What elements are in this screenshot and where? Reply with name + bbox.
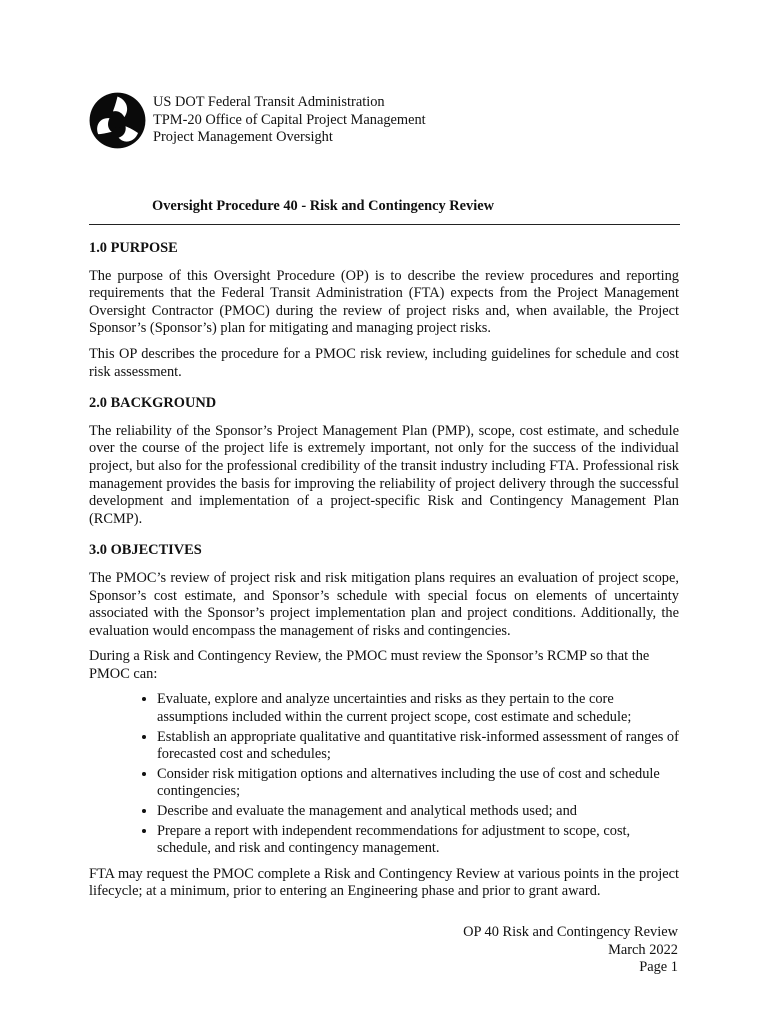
purpose-paragraph-1: The purpose of this Oversight Procedure (OP) is to describe the review procedures and reporting requirements that the Federal Transit Administration (FTA) expects from the Project Management Oversight Contractor (PMOC) during the review of project risks and, when available, the Project Sponsor’s (Sponsor’s) plan for mitigating and managing project risks. — [89, 267, 679, 337]
section-heading-background: 2.0 BACKGROUND — [89, 395, 217, 412]
dot-triskelion-logo-icon — [89, 92, 146, 149]
title-divider — [89, 224, 680, 225]
list-item: • Evaluate, explore and analyze uncertainties and risks as they pertain to the core assumptions included within the current project scope, cost estimate and schedule; — [157, 691, 679, 726]
background-paragraph-1: The reliability of the Sponsor’s Project Management Plan (PMP), scope, cost estimate, and schedule over the course of the project life is extremely important, not only for the success of the individual project, but also for the professional credibility of the transit industry including FTA. Professional risk management provides the basis for improving the reliability of project delivery through the successful development and implementation of a project-specific Risk and Contingency Management Plan (RCMP). — [89, 422, 679, 527]
list-item: • Consider risk mitigation options and alternatives including the use of cost and schedule contingencies; — [157, 766, 679, 801]
purpose-paragraph-2: This OP describes the procedure for a PMOC risk review, including guidelines for schedule and cost risk assessment. — [89, 345, 679, 380]
org-line-program: Project Management Oversight — [153, 129, 333, 145]
objectives-paragraph-2: During a Risk and Contingency Review, the PMOC must review the Sponsor’s RCMP so that the PMOC can: — [89, 648, 650, 682]
org-line-agency: US DOT Federal Transit Administration — [153, 94, 385, 110]
objectives-bullet-list — [89, 691, 679, 857]
footer-doc-name: OP 40 Risk and Contingency Review — [463, 924, 678, 940]
footer-date: March 2022 — [608, 941, 678, 958]
organization-block — [153, 94, 426, 147]
list-item: • Prepare a report with independent recommendations for adjustment to scope, cost, schedule, and risk and contingency management. — [157, 823, 679, 858]
org-line-office: TPM-20 Office of Capital Project Management — [153, 111, 426, 128]
list-item: • Establish an appropriate qualitative and quantitative risk-informed assessment of ranges of forecasted cost and schedules; — [157, 729, 679, 764]
page-footer — [463, 924, 678, 977]
footer-page-number: Page 1 — [639, 959, 678, 976]
list-item: • Describe and evaluate the management and analytical methods used; and — [157, 803, 679, 821]
section-heading-objectives: 3.0 OBJECTIVES — [89, 542, 202, 559]
section-heading-purpose: 1.0 PURPOSE — [89, 240, 178, 256]
objectives-closing-paragraph: FTA may request the PMOC complete a Risk and Contingency Review at various points in the project lifecycle; at a minimum, prior to entering an Engineering phase and prior to grant award. — [89, 865, 679, 900]
objectives-paragraph-1: The PMOC’s review of project risk and risk mitigation plans requires an evaluation of project scope, Sponsor’s cost estimate, and Sponsor’s schedule with special focus on elements of uncertainty associated with the Sponsor’s project implementation plan and project conditions. Additionally, the evaluation would encompass the management of risks and contingencies. — [89, 569, 679, 639]
document-body — [89, 240, 679, 909]
document-title: Oversight Procedure 40 - Risk and Contingency Review — [152, 198, 495, 214]
